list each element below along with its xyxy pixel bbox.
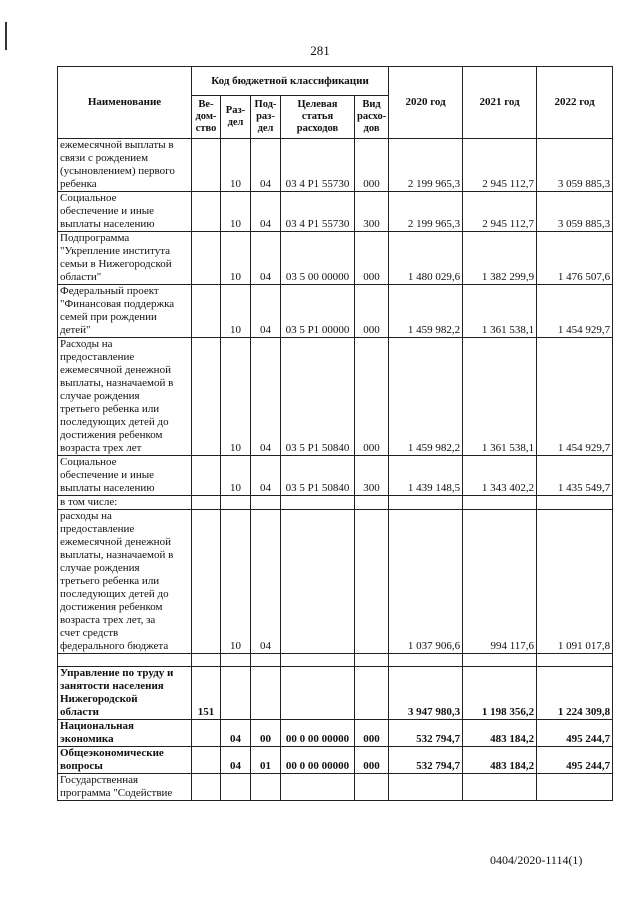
cell-razdel: 04 [221, 747, 251, 774]
cell-celevaya-statya: 03 4 P1 55730 [281, 192, 355, 232]
table-row [58, 510, 613, 654]
table-row [58, 747, 613, 774]
cell-2022: 1 454 929,7 [537, 285, 613, 338]
cell-razdel: 04 [221, 720, 251, 747]
cell-celevaya-statya: 00 0 00 00000 [281, 747, 355, 774]
table-row [58, 456, 613, 496]
cell-vid-rashodov: 300 [355, 192, 389, 232]
table-row [58, 285, 613, 338]
cell-2022: 1 454 929,7 [537, 338, 613, 456]
cell-2021: 1 361 538,1 [463, 285, 537, 338]
cell-vedomstvo [192, 338, 221, 456]
cell-celevaya-statya: 03 5 P1 50840 [281, 456, 355, 496]
document-code: 0404/2020-1114(1) [490, 853, 583, 867]
cell-celevaya-statya [281, 667, 355, 720]
cell-podrazdel [251, 667, 281, 720]
cell-2021 [463, 496, 537, 510]
cell-2021: 1 361 538,1 [463, 338, 537, 456]
budget-table [57, 66, 613, 801]
table-row [58, 232, 613, 285]
header-code-group: Код бюджетной классификации [192, 67, 389, 96]
cell-vedomstvo [192, 285, 221, 338]
cell-razdel: 10 [221, 232, 251, 285]
cell-razdel: 10 [221, 285, 251, 338]
cell-vid-rashodov: 000 [355, 285, 389, 338]
cell-vid-rashodov [355, 654, 389, 667]
cell-vid-rashodov: 000 [355, 747, 389, 774]
header-vedomstvo: Ве- дом- ство [192, 96, 221, 139]
cell-celevaya-statya: 03 5 P1 50840 [281, 338, 355, 456]
header-2021: 2021 год [463, 67, 537, 139]
cell-2021: 1 382 299,9 [463, 232, 537, 285]
cell-vid-rashodov: 000 [355, 720, 389, 747]
cell-name: в том числе: [58, 496, 192, 510]
cell-podrazdel: 04 [251, 338, 281, 456]
cell-2021 [463, 774, 537, 801]
table-row [58, 338, 613, 456]
cell-2020: 3 947 980,3 [389, 667, 463, 720]
header-celevaya-statya: Целевая статья расходов [281, 96, 355, 139]
cell-2022 [537, 496, 613, 510]
cell-vid-rashodov: 300 [355, 456, 389, 496]
cell-vedomstvo [192, 747, 221, 774]
cell-celevaya-statya: 00 0 00 00000 [281, 720, 355, 747]
header-2020: 2020 год [389, 67, 463, 139]
table-row [58, 139, 613, 192]
cell-celevaya-statya [281, 774, 355, 801]
cell-2022: 1 224 309,8 [537, 667, 613, 720]
cell-2022: 1 435 549,7 [537, 456, 613, 496]
cell-celevaya-statya: 03 5 P1 00000 [281, 285, 355, 338]
cell-razdel: 10 [221, 510, 251, 654]
cell-2020 [389, 496, 463, 510]
footer-strip [0, 895, 640, 905]
cell-celevaya-statya: 03 4 P1 55730 [281, 139, 355, 192]
cell-podrazdel: 01 [251, 747, 281, 774]
cell-2022 [537, 654, 613, 667]
cell-vid-rashodov [355, 774, 389, 801]
cell-podrazdel: 00 [251, 720, 281, 747]
cell-vid-rashodov: 000 [355, 338, 389, 456]
cell-2022: 1 091 017,8 [537, 510, 613, 654]
header-name: Наименование [58, 67, 192, 139]
cell-podrazdel: 04 [251, 456, 281, 496]
cell-2021: 2 945 112,7 [463, 192, 537, 232]
cell-razdel [221, 654, 251, 667]
cell-2020: 1 480 029,6 [389, 232, 463, 285]
cell-2022: 495 244,7 [537, 747, 613, 774]
cell-name: Социальное обеспечение и иные выплаты населению [58, 192, 192, 232]
cell-2021: 2 945 112,7 [463, 139, 537, 192]
cell-razdel [221, 667, 251, 720]
cell-vedomstvo [192, 774, 221, 801]
cell-2022: 3 059 885,3 [537, 192, 613, 232]
cell-razdel [221, 774, 251, 801]
cell-celevaya-statya [281, 496, 355, 510]
cell-vedomstvo [192, 654, 221, 667]
cell-2021: 483 184,2 [463, 747, 537, 774]
cell-vid-rashodov: 000 [355, 139, 389, 192]
cell-vid-rashodov [355, 496, 389, 510]
cell-razdel: 10 [221, 192, 251, 232]
cell-2021 [463, 654, 537, 667]
cell-podrazdel [251, 496, 281, 510]
cell-2020: 1 459 982,2 [389, 285, 463, 338]
cell-name [58, 654, 192, 667]
header-vid-rashodov: Вид расхо- дов [355, 96, 389, 139]
cell-name: Подпрограмма "Укрепление института семьи в Нижегородской области" [58, 232, 192, 285]
header-2022: 2022 год [537, 67, 613, 139]
cell-name: Национальная экономика [58, 720, 192, 747]
cell-vid-rashodov: 000 [355, 232, 389, 285]
cell-razdel: 10 [221, 456, 251, 496]
cell-vid-rashodov [355, 667, 389, 720]
cell-name: Расходы на предоставление ежемесячной денежной выплаты, назначаемой в случае рождения третьего ребенка или последующих детей до достижения ребенком возраста трех лет [58, 338, 192, 456]
cell-2021: 994 117,6 [463, 510, 537, 654]
cell-name: Социальное обеспечение и иные выплаты населению [58, 456, 192, 496]
cell-razdel: 10 [221, 338, 251, 456]
cell-2022: 495 244,7 [537, 720, 613, 747]
cell-podrazdel [251, 654, 281, 667]
cell-podrazdel: 04 [251, 192, 281, 232]
header-razdel: Раз- дел [221, 96, 251, 139]
cell-name: Государственная программа "Содействие [58, 774, 192, 801]
cell-vid-rashodov [355, 510, 389, 654]
cell-2020 [389, 774, 463, 801]
cell-2020: 2 199 965,3 [389, 139, 463, 192]
cell-razdel [221, 496, 251, 510]
cell-vedomstvo [192, 232, 221, 285]
cell-vedomstvo [192, 456, 221, 496]
cell-2020: 2 199 965,3 [389, 192, 463, 232]
cell-2020: 1 037 906,6 [389, 510, 463, 654]
cell-name: Управление по труду и занятости населения Нижегородской области [58, 667, 192, 720]
cell-podrazdel: 04 [251, 139, 281, 192]
cell-2022: 3 059 885,3 [537, 139, 613, 192]
cell-razdel: 10 [221, 139, 251, 192]
cell-name: Общеэкономические вопросы [58, 747, 192, 774]
table-row [58, 496, 613, 510]
cell-celevaya-statya [281, 654, 355, 667]
cell-vedomstvo [192, 496, 221, 510]
cell-celevaya-statya [281, 510, 355, 654]
cell-2020 [389, 654, 463, 667]
cell-2020: 532 794,7 [389, 747, 463, 774]
cell-vedomstvo [192, 720, 221, 747]
table-row [58, 192, 613, 232]
cell-podrazdel: 04 [251, 285, 281, 338]
header-podrazdel: Под- раз- дел [251, 96, 281, 139]
cell-podrazdel: 04 [251, 232, 281, 285]
cell-vedomstvo [192, 192, 221, 232]
cell-podrazdel [251, 774, 281, 801]
cell-2022 [537, 774, 613, 801]
cell-vedomstvo: 151 [192, 667, 221, 720]
cell-vedomstvo [192, 510, 221, 654]
cell-2020: 1 439 148,5 [389, 456, 463, 496]
cell-2021: 1 343 402,2 [463, 456, 537, 496]
cell-name: расходы на предоставление ежемесячной денежной выплаты, назначаемой в случае рождения третьего ребенка или последующих детей до достижения ребенком возраста трех лет, за счет средств федерального бюджета [58, 510, 192, 654]
table-row [58, 654, 613, 667]
cell-podrazdel: 04 [251, 510, 281, 654]
cell-celevaya-statya: 03 5 00 00000 [281, 232, 355, 285]
table-row [58, 774, 613, 801]
table-row [58, 720, 613, 747]
page-number: 281 [310, 43, 330, 58]
cell-2021: 1 198 356,2 [463, 667, 537, 720]
cell-2021: 483 184,2 [463, 720, 537, 747]
cell-2022: 1 476 507,6 [537, 232, 613, 285]
cell-2020: 532 794,7 [389, 720, 463, 747]
cell-vedomstvo [192, 139, 221, 192]
cell-name: ежемесячной выплаты в связи с рождением (усыновлением) первого ребенка [58, 139, 192, 192]
cell-name: Федеральный проект "Финансовая поддержка семей при рождении детей" [58, 285, 192, 338]
cell-2020: 1 459 982,2 [389, 338, 463, 456]
table-row [58, 667, 613, 720]
